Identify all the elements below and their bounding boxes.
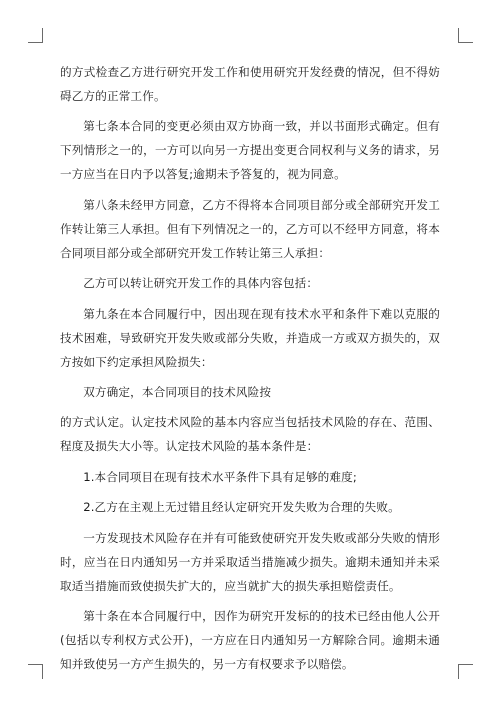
paragraph-risk-method: 双方确定，本合同项目的技术风险按 xyxy=(83,384,272,399)
crop-mark-bottom-right xyxy=(458,664,473,679)
paragraph-continuation: 的方式检查乙方进行研究开发工作和使用研究开发经费的情况，但不得妨碍乙方的正常工作。 xyxy=(60,65,440,103)
paragraph-condition-2: 2.乙方在主观上无过错且经认定研究开发失败为合理的失败。 xyxy=(83,500,400,515)
paragraph-transfer-content: 乙方可以转让研究开发工作的具体内容包括： xyxy=(83,276,319,291)
crop-mark-top-left xyxy=(28,28,43,43)
paragraph-condition-1: 1.本合同项目在现有技术水平条件下具有足够的难度; xyxy=(83,469,357,484)
crop-mark-bottom-left xyxy=(28,664,43,679)
paragraph-risk-definition: 的方式认定。认定技术风险的基本内容应当包括技术风险的存在、范围、程度及损失大小等。认定技术风险的基本条件是： xyxy=(60,415,440,454)
paragraph-risk-notice: 一方发现技术风险存在并有可能致使研究开发失败或部分失败的情形时，应当在日内通知另一方并采取适当措施减少损失。逾期未通知并未采取适当措施而致使损失扩大的，应当就扩大的损失承担赔偿责任。 xyxy=(60,530,440,593)
paragraph-article-8: 第八条未经甲方同意，乙方不得将本合同项目部分或全部研究开发工作转让第三人承担。但有下列情况之一的，乙方可以不经甲方同意，将本合同项目部分或全部研究开发工作转让第三人承担： xyxy=(60,197,440,260)
crop-mark-top-right xyxy=(458,28,473,43)
paragraph-article-9: 第九条在本合同履行中，因出现在现有技术水平和条件下难以克服的技术困难，导致研究开发失败或部分失败，并造成一方或双方损失的，双方按如下约定承担风险损失： xyxy=(60,306,440,369)
document-body xyxy=(60,60,440,682)
paragraph-article-10: 第十条在本合同履行中，因作为研究开发标的的技术已经由他人公开(包括以专利权方式公开)，一方应在日内通知另一方解除合同。逾期未通知并致使另一方产生损失的，另一方有权要求予以赔偿。 xyxy=(60,608,440,671)
paragraph-article-7: 第七条本合同的变更必须由双方协商一致，并以书面形式确定。但有下列情形之一的，一方可以向另一方提出变更合同权利与义务的请求，另一方应当在日内予以答复;逾期未予答复的，视为同意。 xyxy=(60,119,440,182)
